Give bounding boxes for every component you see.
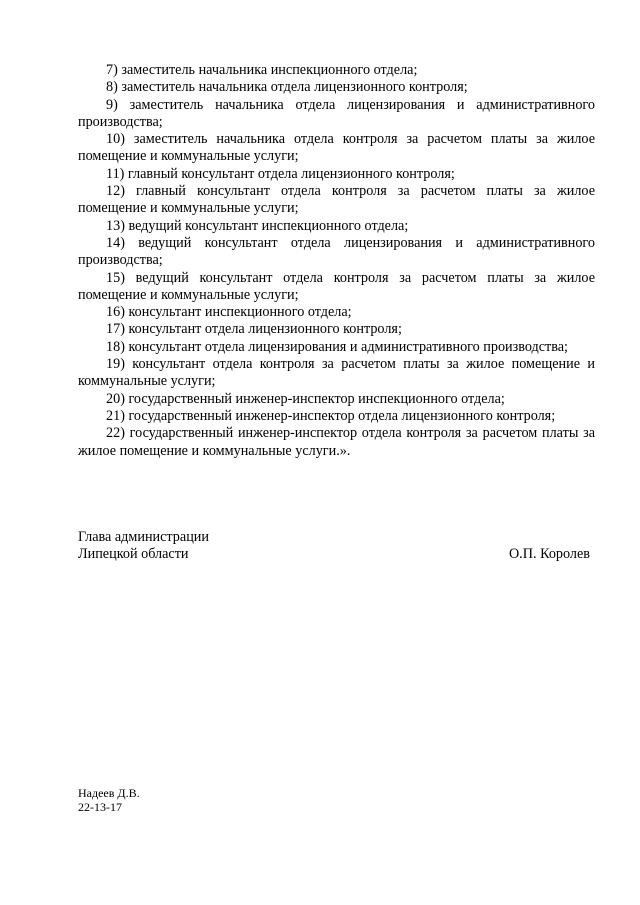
list-item: 13) ведущий консультант инспекционного отдела; [106, 217, 409, 234]
list-item: 8) заместитель начальника отдела лицензионного контроля; [106, 79, 468, 96]
position-list [78, 62, 595, 460]
list-item: 18) консультант отдела лицензирования и административного производства; [106, 338, 568, 355]
list-item: 19) консультант отдела контроля за расчетом платы за жилое помещение и коммунальные услуги; [78, 356, 595, 390]
list-item: 10) заместитель начальника отдела контроля за расчетом платы за жилое помещение и коммунальные услуги; [78, 131, 595, 165]
list-item: 14) ведущий консультант отдела лицензирования и административного производства; [78, 234, 595, 269]
signature-row [78, 546, 590, 563]
author-phone: 22-13-17 [78, 800, 122, 815]
list-item: 11) главный консультант отдела лицензионного контроля; [106, 165, 455, 182]
list-item: 15) ведущий консультант отдела контроля за расчетом платы за жилое помещение и коммунальные услуги; [78, 269, 595, 303]
list-item: 21) государственный инженер-инспектор отдела лицензионного контроля; [106, 407, 556, 424]
list-item: 16) консультант инспекционного отдела; [106, 304, 352, 321]
signatory-name: О.П. Королев [508, 546, 590, 563]
list-item: 17) консультант отдела лицензионного контроля; [106, 321, 402, 338]
list-item: 12) главный консультант отдела контроля за расчетом платы за жилое помещение и коммунальные услуги; [78, 183, 595, 217]
signature-block [78, 529, 590, 564]
footer [78, 786, 140, 815]
list-item: 22) государственный инженер-инспектор отдела контроля за расчетом платы за жилое помещение и коммунальные услуги.». [78, 425, 595, 459]
signatory-region: Липецкой области [78, 546, 189, 563]
author-name: Надеев Д.В. [78, 786, 140, 800]
list-item: 7) заместитель начальника инспекционного отдела; [106, 62, 418, 78]
signatory-title: Глава администрации [78, 529, 209, 545]
list-item: 9) заместитель начальника отдела лицензирования и административного производства; [78, 96, 595, 130]
list-item: 20) государственный инженер-инспектор инспекционного отдела; [106, 390, 505, 407]
